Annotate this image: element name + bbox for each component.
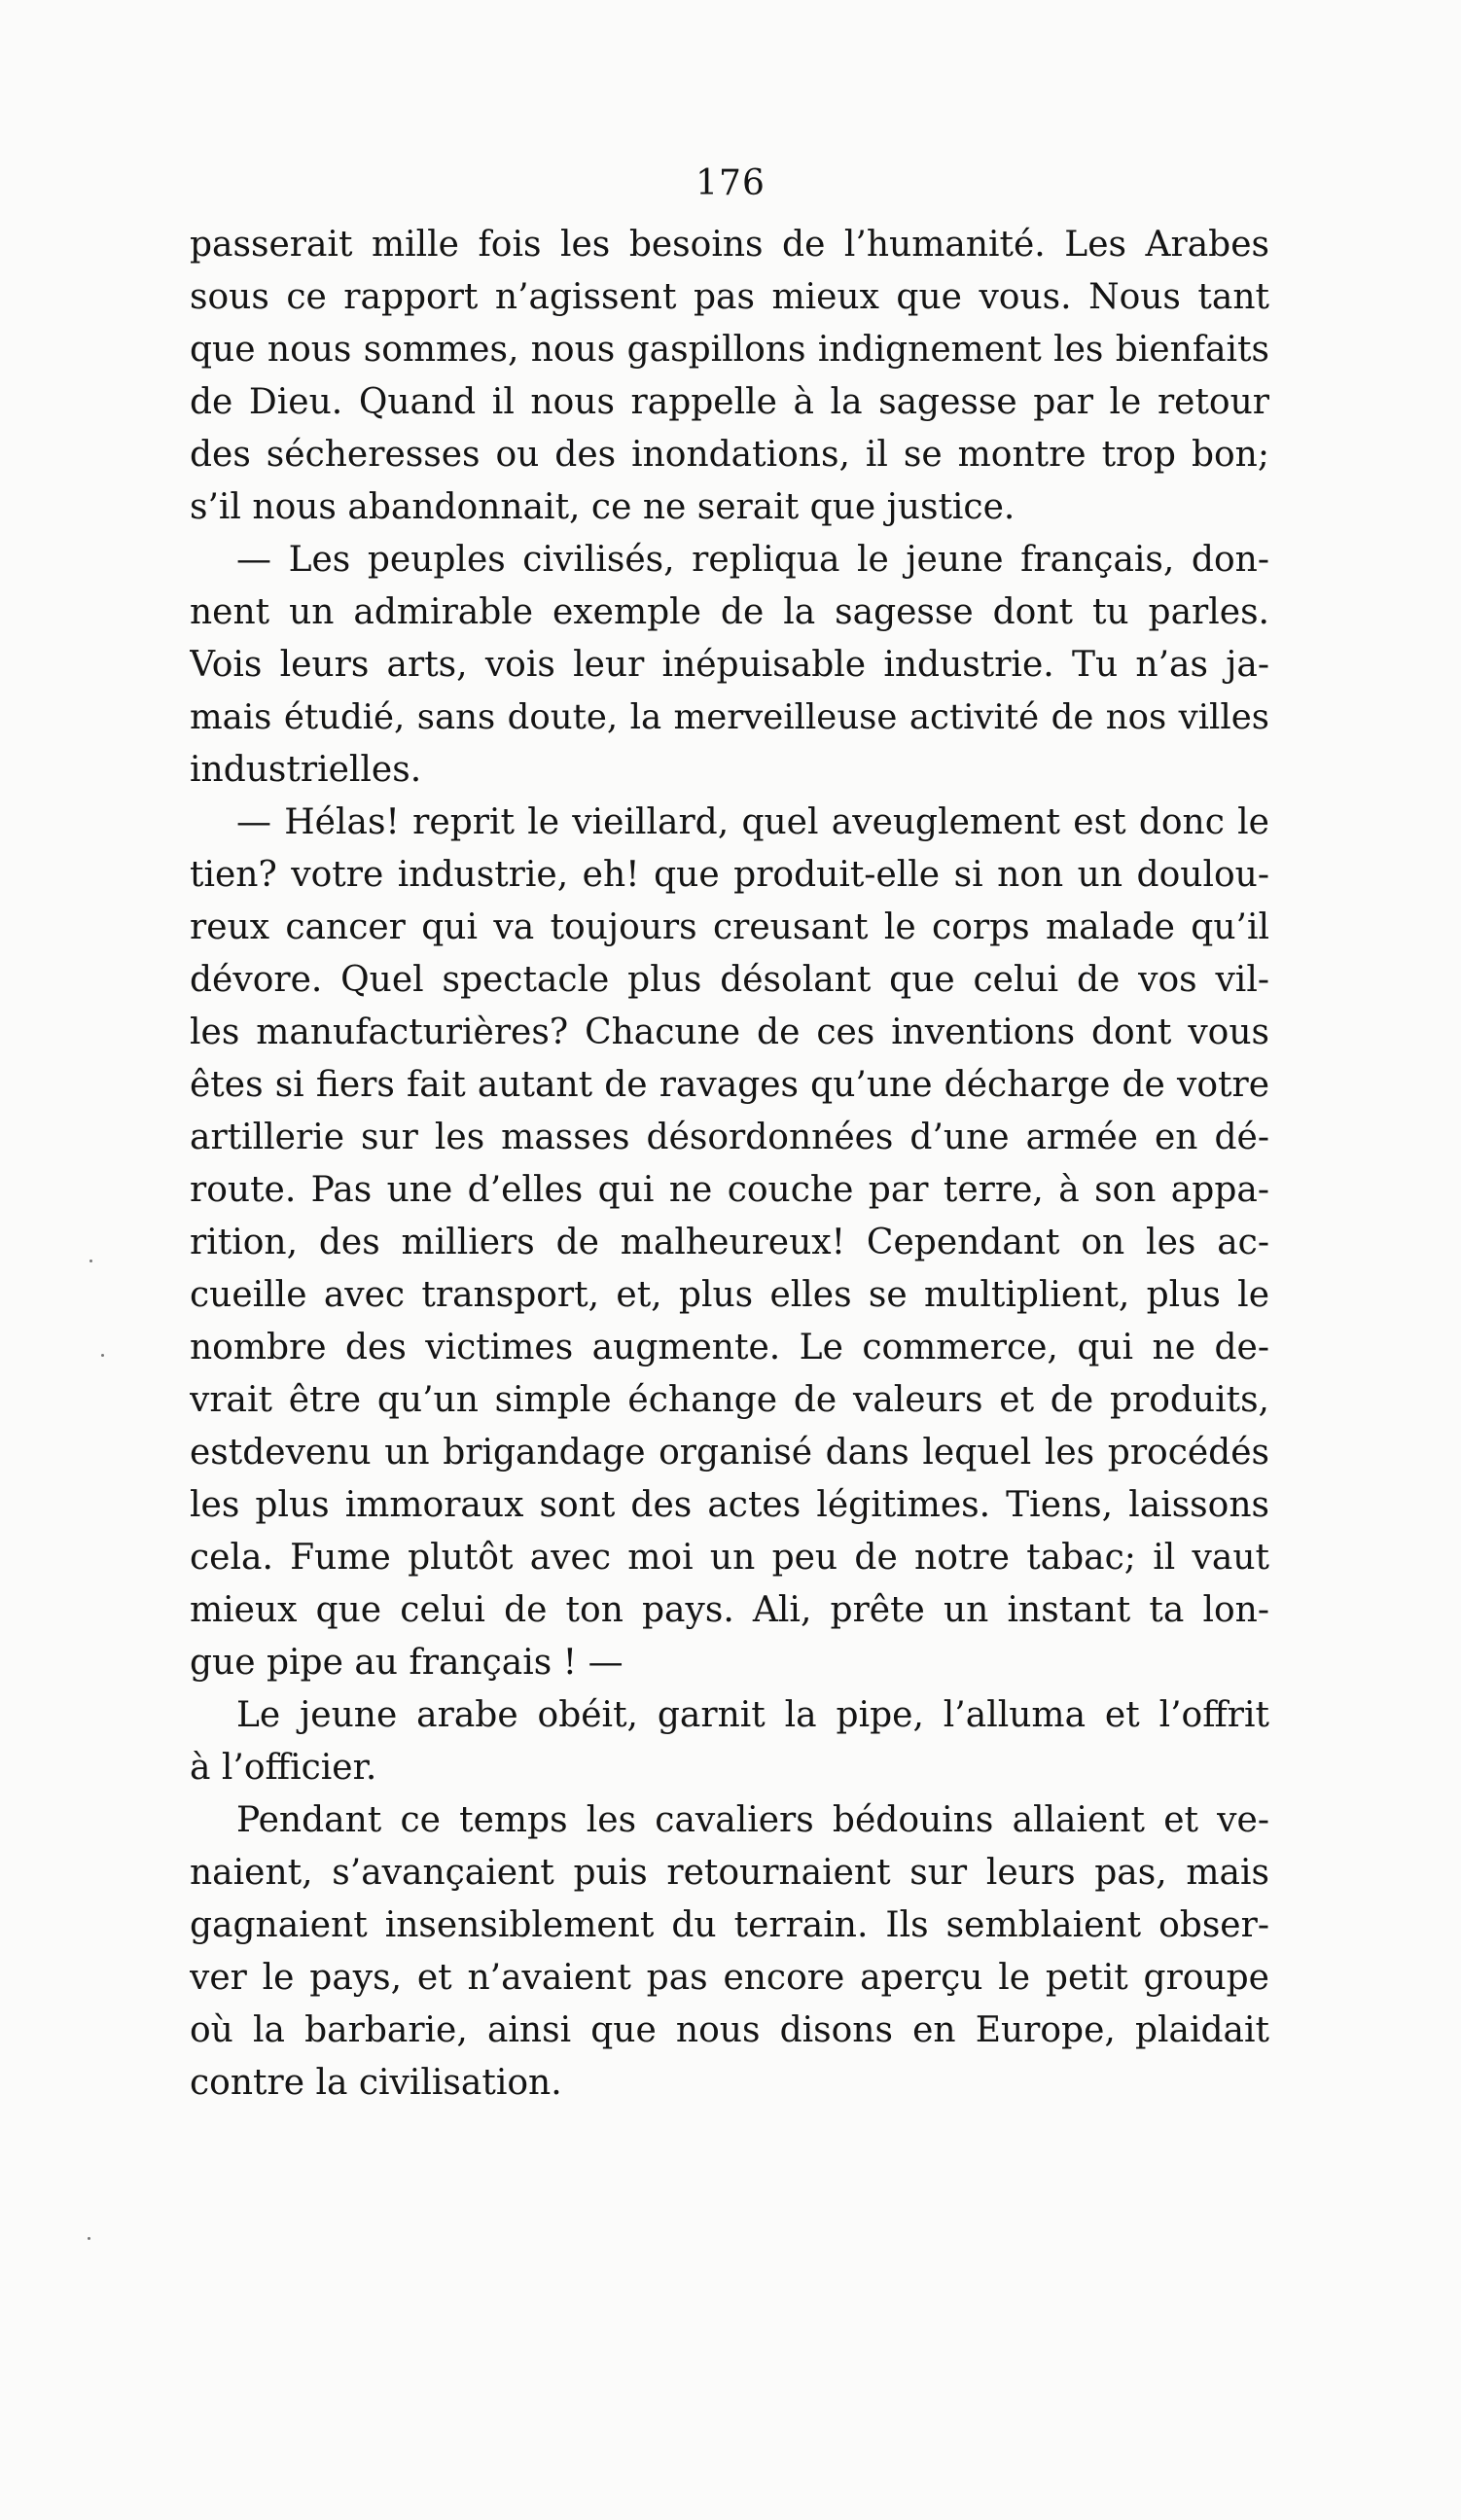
text-line: s’il nous abandonnait, ce ne serait que justice. xyxy=(190,487,1016,527)
text-line: estdevenu un brigandage organisé dans lequel les procédés xyxy=(190,1433,1269,1473)
margin-speck xyxy=(101,1354,104,1357)
text-line: gue pipe au français ! — xyxy=(190,1643,624,1683)
text-line: Le jeune arabe obéit, garnit la pipe, l’alluma et l’offrit xyxy=(236,1695,1269,1735)
text-line: cela. Fume plutôt avec moi un peu de notre tabac; il vaut xyxy=(190,1538,1269,1578)
text-line: à l’officier. xyxy=(190,1748,377,1788)
text-line: êtes si fiers fait autant de ravages qu’une décharge de votre xyxy=(190,1065,1269,1105)
margin-speck xyxy=(88,2237,90,2240)
text-line: — Hélas! reprit le vieillard, quel aveuglement est donc le xyxy=(236,802,1269,842)
text-line: route. Pas une d’elles qui ne couche par terre, à son appa- xyxy=(190,1170,1269,1210)
text-line: mais étudié, sans doute, la merveilleuse activité de nos villes xyxy=(190,697,1269,737)
text-line: des sécheresses ou des inondations, il se montre trop bon; xyxy=(190,435,1269,475)
page-number: 176 xyxy=(695,163,766,203)
margin-speck xyxy=(89,1260,92,1262)
text-line: nombre des victimes augmente. Le commerce, qui ne de- xyxy=(190,1328,1269,1367)
text-line: — Les peuples civilisés, repliqua le jeune français, don- xyxy=(236,540,1269,580)
text-line: naient, s’avançaient puis retournaient sur leurs pas, mais xyxy=(190,1853,1269,1893)
text-line: rition, des milliers de malheureux! Cependant on les ac- xyxy=(190,1223,1269,1262)
text-line: nent un admirable exemple de la sagesse dont tu parles. xyxy=(190,592,1269,632)
text-line: contre la civilisation. xyxy=(190,2063,562,2103)
body-text xyxy=(190,219,1269,2110)
text-line: gagnaient insensiblement du terrain. Ils semblaient obser- xyxy=(190,1905,1269,1945)
text-line: les plus immoraux sont des actes légitimes. Tiens, laissons xyxy=(190,1485,1269,1525)
text-line: tien? votre industrie, eh! que produit-elle si non un doulou- xyxy=(190,855,1269,895)
text-line: reux cancer qui va toujours creusant le corps malade qu’il xyxy=(190,907,1269,947)
text-line: cueille avec transport, et, plus elles se multiplient, plus le xyxy=(190,1275,1269,1315)
text-line: ver le pays, et n’avaient pas encore aperçu le petit groupe xyxy=(190,1958,1269,1998)
text-line: les manufacturières? Chacune de ces inventions dont vous xyxy=(190,1012,1269,1052)
text-line: Vois leurs arts, vois leur inépuisable industrie. Tu n’as ja- xyxy=(190,645,1269,685)
text-line: passerait mille fois les besoins de l’humanité. Les Arabes xyxy=(190,225,1269,265)
text-line: Pendant ce temps les cavaliers bédouins allaient et ve- xyxy=(236,1800,1269,1840)
text-line: artillerie sur les masses désordonnées d’une armée en dé- xyxy=(190,1118,1269,1157)
text-line: mieux que celui de ton pays. Ali, prête un instant ta lon- xyxy=(190,1590,1269,1630)
text-line: où la barbarie, ainsi que nous disons en Europe, plaidait xyxy=(190,2010,1269,2050)
text-line: vrait être qu’un simple échange de valeurs et de produits, xyxy=(190,1380,1269,1420)
text-line: que nous sommes, nous gaspillons indignement les bienfaits xyxy=(190,330,1269,370)
text-line: de Dieu. Quand il nous rappelle à la sagesse par le retour xyxy=(190,382,1269,422)
text-line: industrielles. xyxy=(190,750,422,790)
text-line: sous ce rapport n’agissent pas mieux que vous. Nous tant xyxy=(190,277,1269,317)
text-line: dévore. Quel spectacle plus désolant que celui de vos vil- xyxy=(190,960,1269,1000)
